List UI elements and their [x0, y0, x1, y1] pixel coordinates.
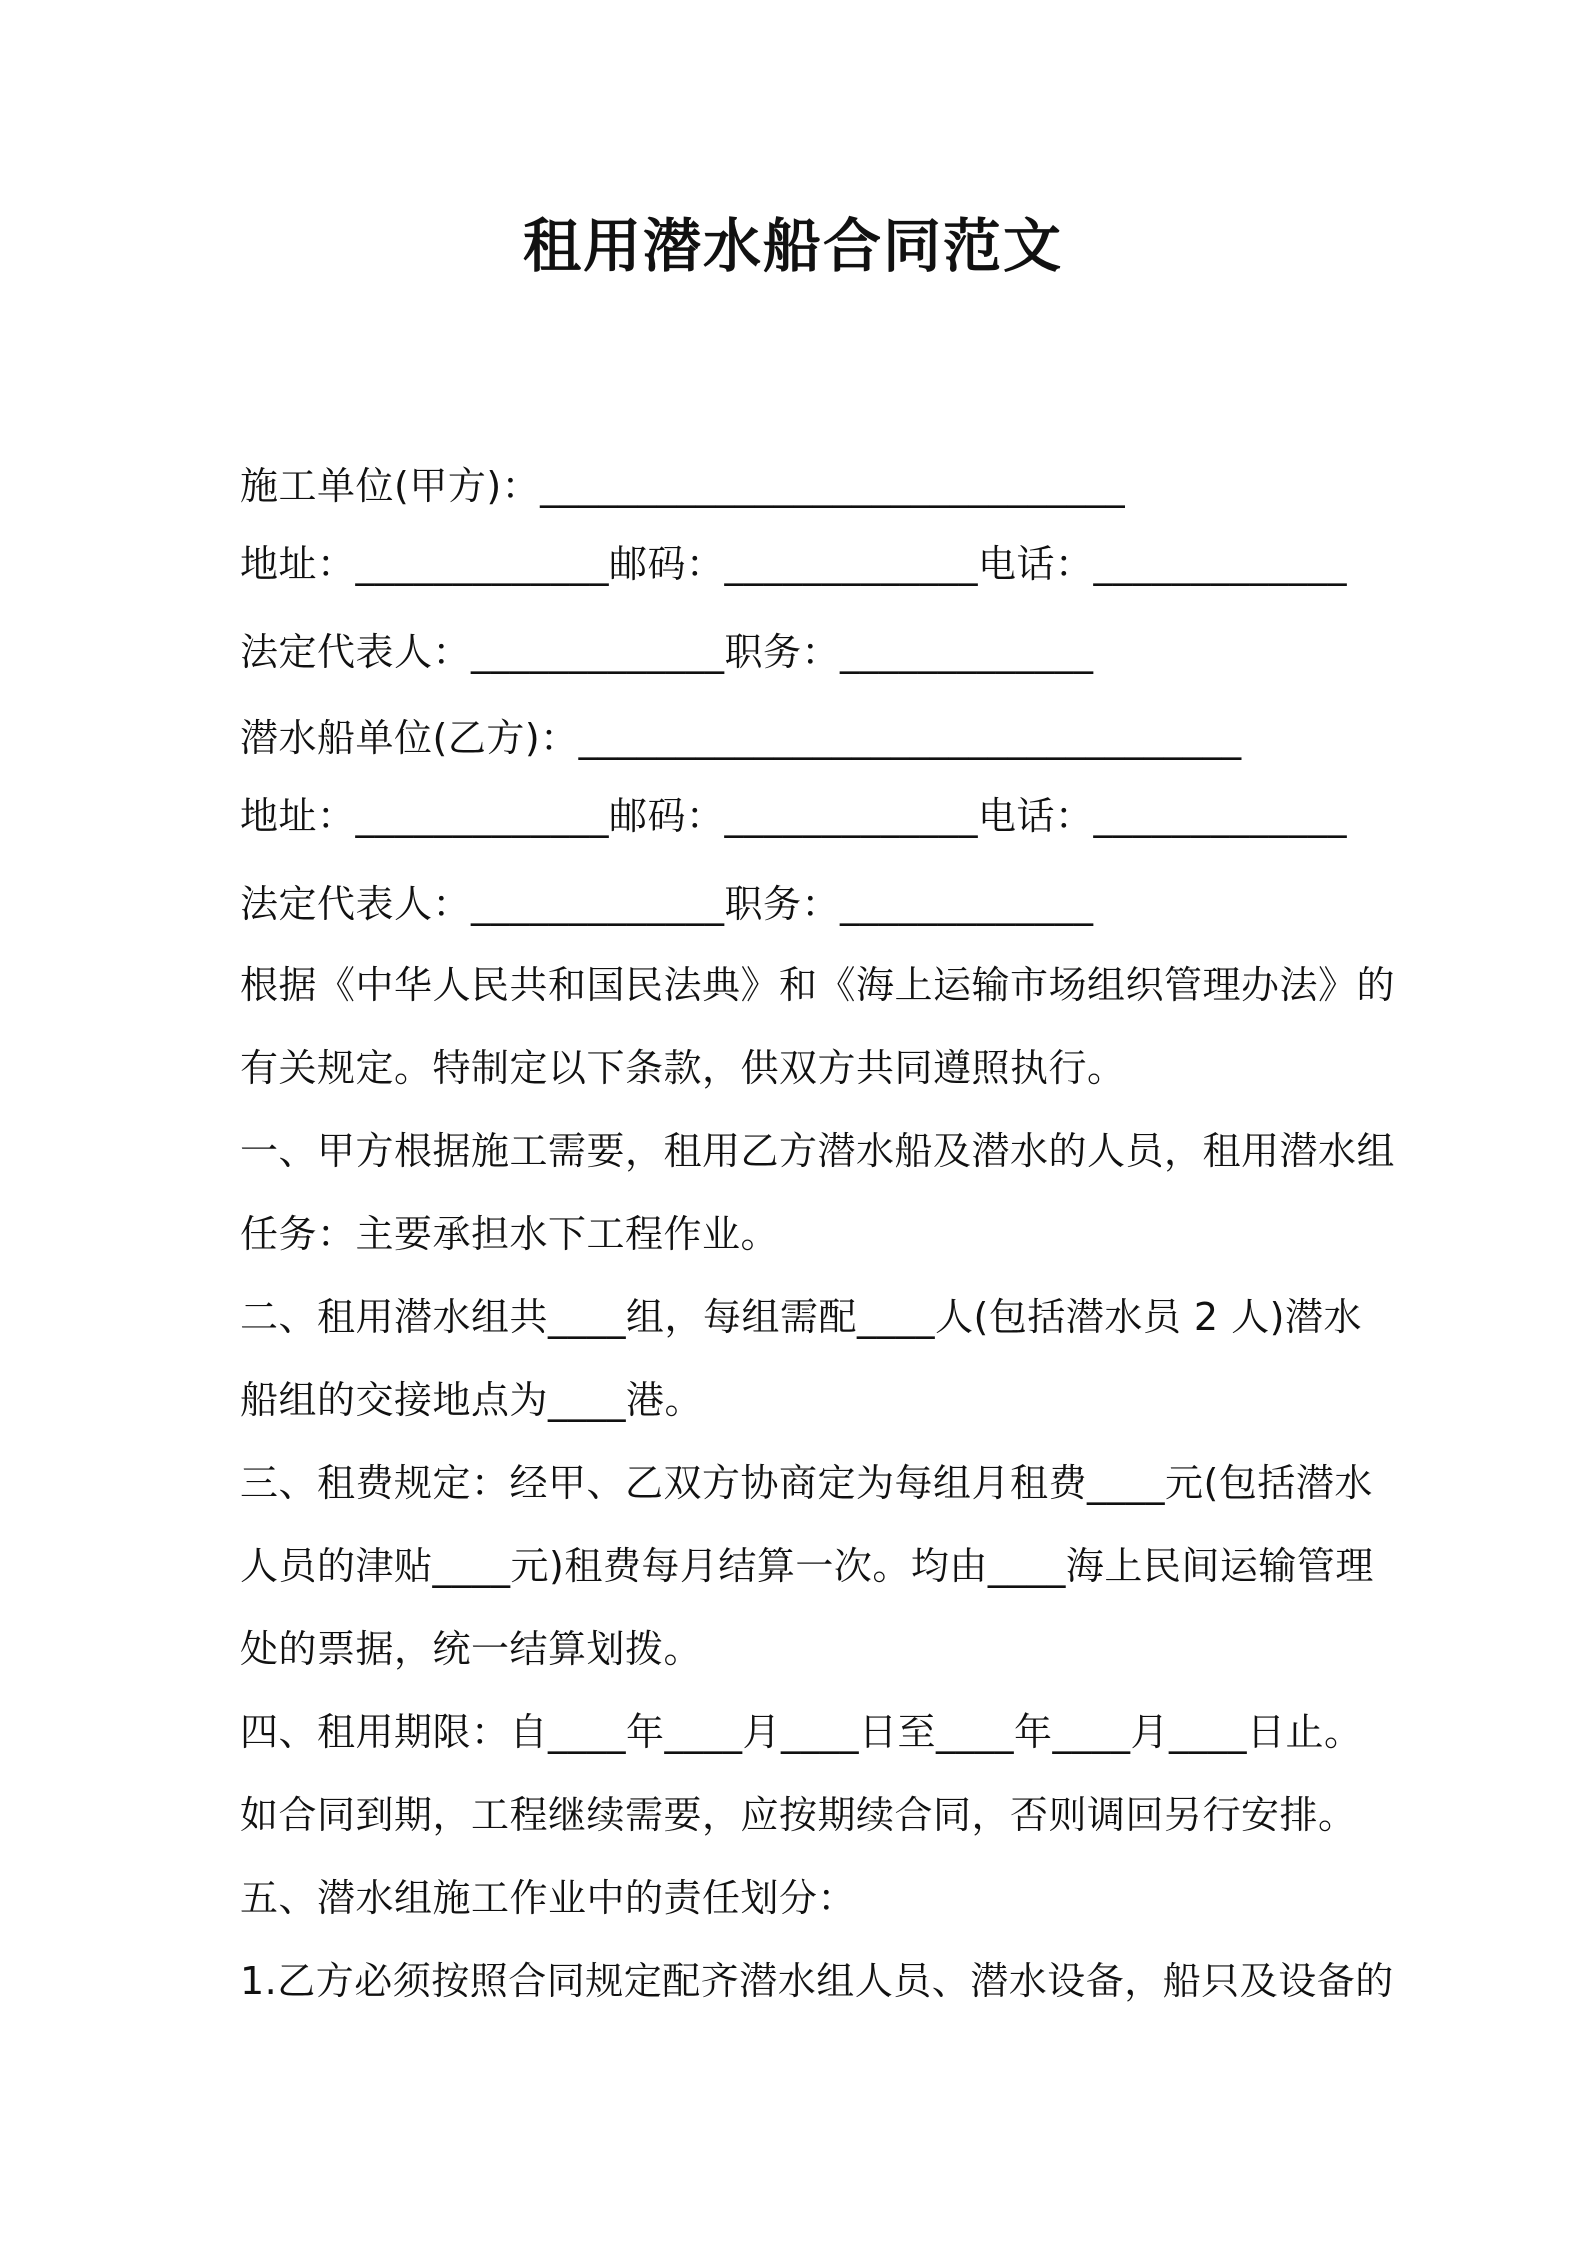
party-b-legal-rep-line: 法定代表人：_____________职务：_____________ — [240, 882, 1094, 926]
clause-4-line: 如合同到期，工程继续需要，应按期续合同，否则调回另行安排。 — [240, 1793, 1357, 1837]
clause-4-line: 四、租用期限：自____年____月____日至____年____月____日止。 — [240, 1710, 1363, 1754]
clause-2-line: 二、租用潜水组共____组，每组需配____人(包括潜水员 2 人)潜水 — [240, 1295, 1362, 1339]
party-a-unit-line: 施工单位(甲方)：______________________________ — [240, 464, 1126, 508]
clause-5-heading: 五、潜水组施工作业中的责任划分： — [240, 1876, 857, 1920]
clause-2-line: 船组的交接地点为____港。 — [240, 1378, 704, 1422]
clause-3-line: 三、租费规定：经甲、乙双方协商定为每组月租费____元(包括潜水 — [240, 1461, 1373, 1505]
clause-1-line: 一、甲方根据施工需要，租用乙方潜水船及潜水的人员，租用潜水组 — [240, 1129, 1396, 1173]
paragraph-line: 根据《中华人民共和国民法典》和《海上运输市场组织管理办法》的 — [240, 963, 1396, 1007]
party-b-address-line: 地址：_____________邮码：_____________电话：_____________ — [240, 794, 1348, 838]
paragraph-line: 有关规定。特制定以下条款，供双方共同遵照执行。 — [240, 1046, 1126, 1090]
party-a-address-line: 地址：_____________邮码：_____________电话：_____________ — [240, 542, 1348, 586]
party-b-unit-line: 潜水船单位(乙方)：__________________________________ — [240, 716, 1242, 760]
clause-1-line: 任务：主要承担水下工程作业。 — [240, 1212, 780, 1256]
clause-3-line: 处的票据，统一结算划拨。 — [240, 1627, 703, 1671]
document-title: 租用潜水船合同范文 — [522, 212, 1063, 280]
party-a-legal-rep-line: 法定代表人：_____________职务：_____________ — [240, 630, 1094, 674]
clause-3-line: 人员的津贴____元)租费每月结算一次。均由____海上民间运输管理 — [240, 1544, 1374, 1588]
clause-5-item-1-line: 1.乙方必须按照合同规定配齐潜水组人员、潜水设备，船只及设备的 — [240, 1959, 1394, 2003]
